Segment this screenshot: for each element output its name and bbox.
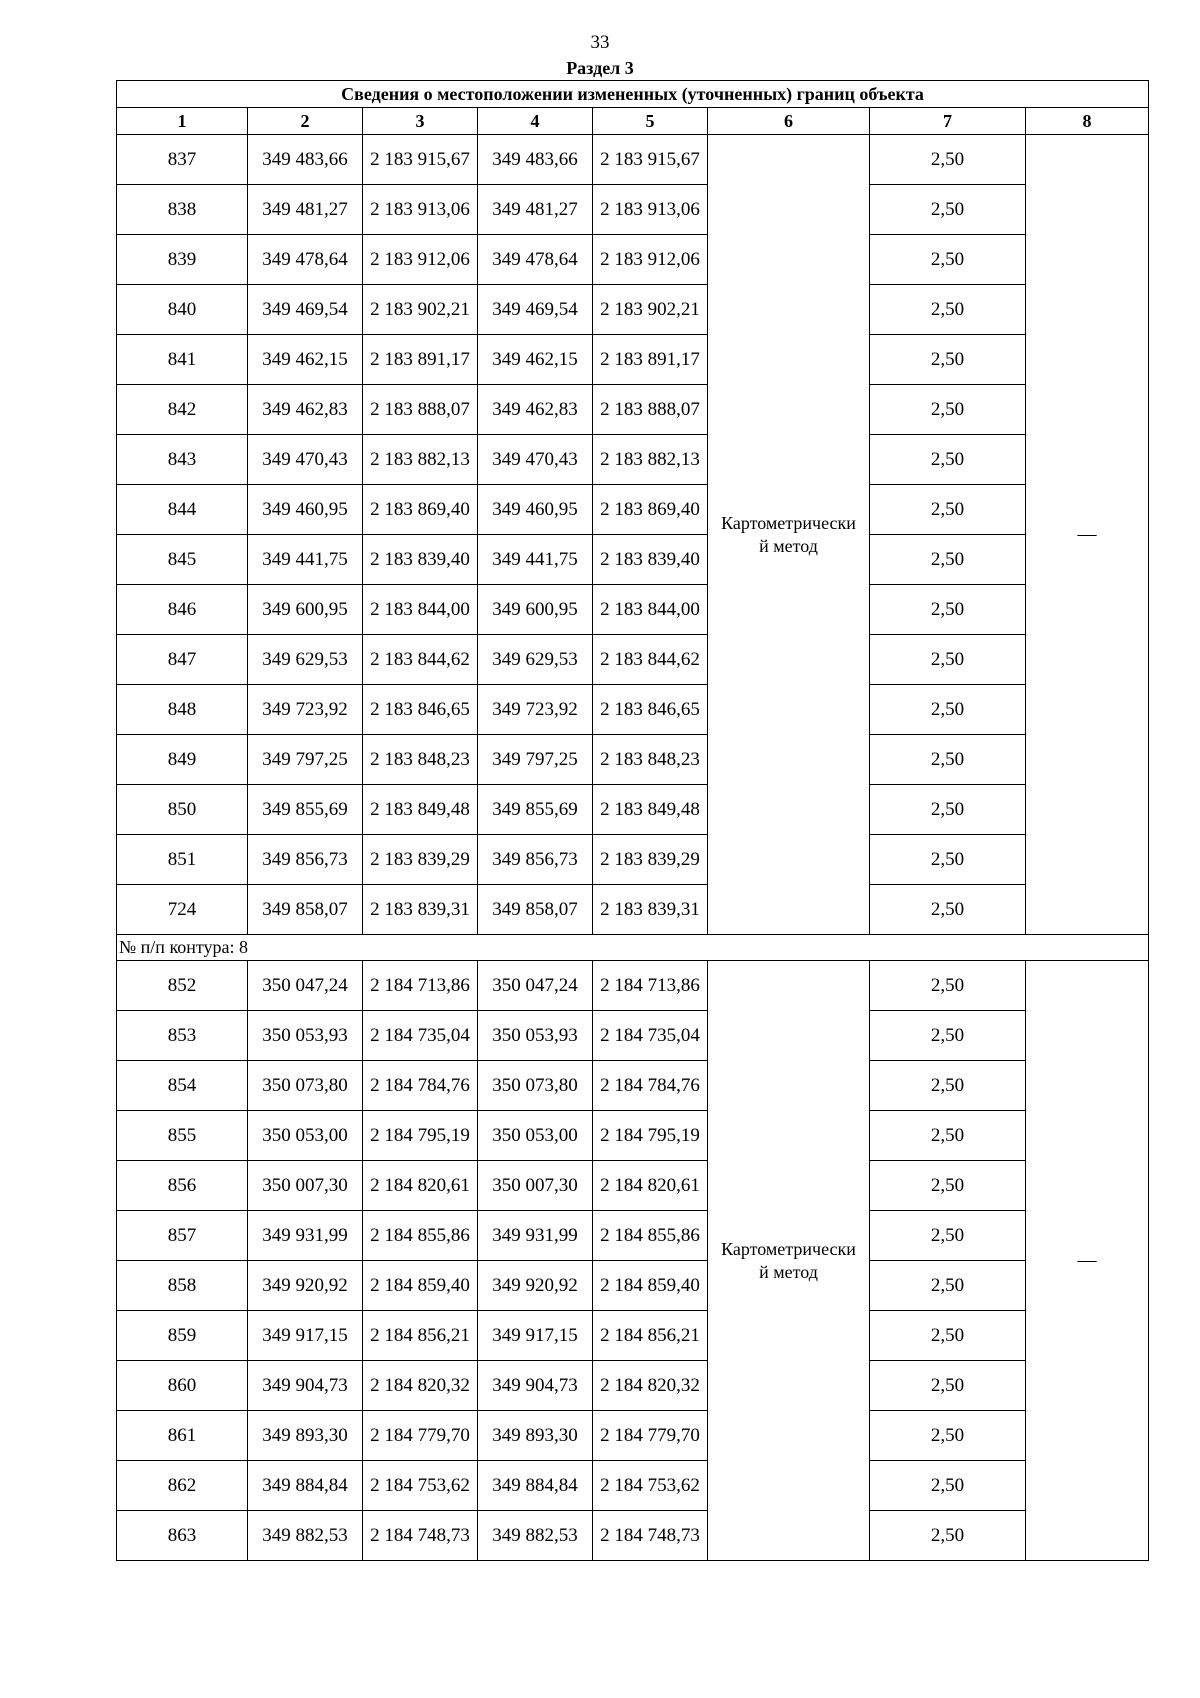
coordinate-y-cell: 2 183 891,17 bbox=[593, 335, 708, 385]
column-header: 2 bbox=[248, 108, 363, 135]
table-row bbox=[117, 235, 1149, 285]
point-number-cell: 837 bbox=[117, 135, 248, 185]
coordinate-y-cell: 2 184 855,86 bbox=[363, 1211, 478, 1261]
point-number-cell: 855 bbox=[117, 1111, 248, 1161]
point-number-cell: 846 bbox=[117, 585, 248, 635]
coordinate-y-cell: 2 184 820,61 bbox=[363, 1161, 478, 1211]
coordinate-y-cell: 2 184 753,62 bbox=[363, 1461, 478, 1511]
coordinate-x-cell: 349 460,95 bbox=[478, 485, 593, 535]
point-number-cell: 845 bbox=[117, 535, 248, 585]
coordinate-x-cell: 349 855,69 bbox=[248, 785, 363, 835]
column-header: 4 bbox=[478, 108, 593, 135]
accuracy-cell: 2,50 bbox=[870, 1261, 1026, 1311]
coordinate-y-cell: 2 184 784,76 bbox=[363, 1061, 478, 1111]
coordinate-y-cell: 2 183 849,48 bbox=[363, 785, 478, 835]
contour-label: № п/п контура: 8 bbox=[117, 935, 1149, 961]
coordinate-x-cell: 349 917,15 bbox=[248, 1311, 363, 1361]
coordinate-y-cell: 2 183 846,65 bbox=[593, 685, 708, 735]
coordinate-y-cell: 2 184 713,86 bbox=[593, 961, 708, 1011]
coordinate-y-cell: 2 183 915,67 bbox=[363, 135, 478, 185]
point-number-cell: 840 bbox=[117, 285, 248, 335]
coordinate-y-cell: 2 183 902,21 bbox=[593, 285, 708, 335]
coordinate-x-cell: 350 007,30 bbox=[478, 1161, 593, 1211]
coordinate-x-cell: 349 893,30 bbox=[478, 1411, 593, 1461]
col8-dash-cell: — bbox=[1026, 135, 1149, 935]
coordinate-x-cell: 349 882,53 bbox=[478, 1511, 593, 1561]
table-row bbox=[117, 485, 1149, 535]
point-number-cell: 859 bbox=[117, 1311, 248, 1361]
accuracy-cell: 2,50 bbox=[870, 735, 1026, 785]
coordinate-y-cell: 2 183 839,40 bbox=[593, 535, 708, 585]
table-row bbox=[117, 1011, 1149, 1061]
coordinate-y-cell: 2 183 839,31 bbox=[363, 885, 478, 935]
coordinate-x-cell: 349 483,66 bbox=[248, 135, 363, 185]
coordinate-y-cell: 2 183 848,23 bbox=[593, 735, 708, 785]
table-row bbox=[117, 185, 1149, 235]
coordinate-y-cell: 2 183 888,07 bbox=[593, 385, 708, 435]
table-row bbox=[117, 735, 1149, 785]
point-number-cell: 854 bbox=[117, 1061, 248, 1111]
coordinate-x-cell: 349 629,53 bbox=[478, 635, 593, 685]
coordinate-y-cell: 2 183 844,00 bbox=[363, 585, 478, 635]
accuracy-cell: 2,50 bbox=[870, 1161, 1026, 1211]
table-row bbox=[117, 961, 1149, 1011]
accuracy-cell: 2,50 bbox=[870, 835, 1026, 885]
table-row bbox=[117, 385, 1149, 435]
coordinate-y-cell: 2 184 748,73 bbox=[593, 1511, 708, 1561]
coordinate-x-cell: 349 797,25 bbox=[248, 735, 363, 785]
table-row bbox=[117, 435, 1149, 485]
coordinate-y-cell: 2 184 753,62 bbox=[593, 1461, 708, 1511]
accuracy-cell: 2,50 bbox=[870, 1361, 1026, 1411]
column-header: 8 bbox=[1026, 108, 1149, 135]
coordinate-x-cell: 349 904,73 bbox=[248, 1361, 363, 1411]
coordinate-y-cell: 2 184 855,86 bbox=[593, 1211, 708, 1261]
point-number-cell: 853 bbox=[117, 1011, 248, 1061]
table-row bbox=[117, 1211, 1149, 1261]
coordinate-x-cell: 350 053,00 bbox=[478, 1111, 593, 1161]
accuracy-cell: 2,50 bbox=[870, 535, 1026, 585]
accuracy-cell: 2,50 bbox=[870, 1111, 1026, 1161]
accuracy-cell: 2,50 bbox=[870, 385, 1026, 435]
point-number-cell: 861 bbox=[117, 1411, 248, 1461]
coordinate-y-cell: 2 183 882,13 bbox=[593, 435, 708, 485]
point-number-cell: 839 bbox=[117, 235, 248, 285]
method-cell bbox=[708, 961, 870, 1561]
coordinate-x-cell: 349 629,53 bbox=[248, 635, 363, 685]
table-row bbox=[117, 135, 1149, 185]
coordinate-y-cell: 2 183 846,65 bbox=[363, 685, 478, 735]
coordinate-y-cell: 2 184 713,86 bbox=[363, 961, 478, 1011]
accuracy-cell: 2,50 bbox=[870, 335, 1026, 385]
point-number-cell: 862 bbox=[117, 1461, 248, 1511]
point-number-cell: 852 bbox=[117, 961, 248, 1011]
table-row bbox=[117, 535, 1149, 585]
coordinate-x-cell: 350 053,00 bbox=[248, 1111, 363, 1161]
coordinate-y-cell: 2 183 913,06 bbox=[593, 185, 708, 235]
coordinate-y-cell: 2 183 839,31 bbox=[593, 885, 708, 935]
coordinate-x-cell: 349 462,15 bbox=[478, 335, 593, 385]
coordinate-y-cell: 2 184 856,21 bbox=[593, 1311, 708, 1361]
accuracy-cell: 2,50 bbox=[870, 635, 1026, 685]
coordinate-x-cell: 349 478,64 bbox=[248, 235, 363, 285]
accuracy-cell: 2,50 bbox=[870, 135, 1026, 185]
table-row bbox=[117, 885, 1149, 935]
coordinate-y-cell: 2 184 795,19 bbox=[363, 1111, 478, 1161]
table-row bbox=[117, 335, 1149, 385]
coordinate-x-cell: 350 073,80 bbox=[478, 1061, 593, 1111]
col8-dash-cell: — bbox=[1026, 961, 1149, 1561]
table-row bbox=[117, 1361, 1149, 1411]
coordinate-y-cell: 2 184 859,40 bbox=[593, 1261, 708, 1311]
coordinate-y-cell: 2 184 859,40 bbox=[363, 1261, 478, 1311]
coordinate-y-cell: 2 183 891,17 bbox=[363, 335, 478, 385]
accuracy-cell: 2,50 bbox=[870, 685, 1026, 735]
coordinate-x-cell: 350 007,30 bbox=[248, 1161, 363, 1211]
column-header: 1 bbox=[117, 108, 248, 135]
coordinate-y-cell: 2 183 888,07 bbox=[363, 385, 478, 435]
table-row bbox=[117, 1511, 1149, 1561]
accuracy-cell: 2,50 bbox=[870, 1411, 1026, 1461]
coordinate-x-cell: 350 053,93 bbox=[478, 1011, 593, 1061]
coordinate-x-cell: 349 893,30 bbox=[248, 1411, 363, 1461]
coordinate-x-cell: 349 481,27 bbox=[248, 185, 363, 235]
coordinate-x-cell: 349 917,15 bbox=[478, 1311, 593, 1361]
coordinate-x-cell: 349 904,73 bbox=[478, 1361, 593, 1411]
coordinate-x-cell: 349 920,92 bbox=[478, 1261, 593, 1311]
coordinate-x-cell: 349 462,83 bbox=[478, 385, 593, 435]
coordinate-y-cell: 2 183 912,06 bbox=[363, 235, 478, 285]
point-number-cell: 847 bbox=[117, 635, 248, 685]
coordinate-y-cell: 2 183 912,06 bbox=[593, 235, 708, 285]
point-number-cell: 724 bbox=[117, 885, 248, 935]
accuracy-cell: 2,50 bbox=[870, 185, 1026, 235]
point-number-cell: 841 bbox=[117, 335, 248, 385]
table-row bbox=[117, 1111, 1149, 1161]
method-text-line: й метод bbox=[759, 535, 818, 556]
coordinate-x-cell: 349 481,27 bbox=[478, 185, 593, 235]
coordinate-x-cell: 349 478,64 bbox=[478, 235, 593, 285]
method-text-line: Картометрически bbox=[721, 512, 856, 533]
point-number-cell: 842 bbox=[117, 385, 248, 435]
coordinate-x-cell: 349 931,99 bbox=[248, 1211, 363, 1261]
table-row bbox=[117, 1311, 1149, 1361]
coordinate-x-cell: 349 460,95 bbox=[248, 485, 363, 535]
coordinate-y-cell: 2 184 779,70 bbox=[363, 1411, 478, 1461]
coordinate-x-cell: 349 441,75 bbox=[248, 535, 363, 585]
coordinate-x-cell: 350 047,24 bbox=[248, 961, 363, 1011]
column-header: 7 bbox=[870, 108, 1026, 135]
coordinate-y-cell: 2 184 795,19 bbox=[593, 1111, 708, 1161]
point-number-cell: 858 bbox=[117, 1261, 248, 1311]
accuracy-cell: 2,50 bbox=[870, 585, 1026, 635]
coordinate-x-cell: 349 884,84 bbox=[478, 1461, 593, 1511]
table-row bbox=[117, 1061, 1149, 1111]
coordinate-y-cell: 2 183 844,62 bbox=[593, 635, 708, 685]
column-header: 5 bbox=[593, 108, 708, 135]
coordinate-x-cell: 349 931,99 bbox=[478, 1211, 593, 1261]
table-row bbox=[117, 585, 1149, 635]
table-row bbox=[117, 1461, 1149, 1511]
coordinate-y-cell: 2 183 844,62 bbox=[363, 635, 478, 685]
accuracy-cell: 2,50 bbox=[870, 1211, 1026, 1261]
coordinate-x-cell: 349 462,15 bbox=[248, 335, 363, 385]
coordinate-x-cell: 349 441,75 bbox=[478, 535, 593, 585]
coordinate-x-cell: 349 858,07 bbox=[248, 885, 363, 935]
coordinate-y-cell: 2 184 735,04 bbox=[363, 1011, 478, 1061]
coordinate-y-cell: 2 183 849,48 bbox=[593, 785, 708, 835]
point-number-cell: 849 bbox=[117, 735, 248, 785]
column-header: 6 bbox=[708, 108, 870, 135]
method-text-line: й метод bbox=[759, 1261, 818, 1282]
coordinate-y-cell: 2 184 820,32 bbox=[363, 1361, 478, 1411]
accuracy-cell: 2,50 bbox=[870, 885, 1026, 935]
table-caption: Сведения о местоположении измененных (уточненных) границ объекта bbox=[117, 81, 1149, 108]
coordinate-y-cell: 2 184 820,32 bbox=[593, 1361, 708, 1411]
point-number-cell: 848 bbox=[117, 685, 248, 735]
point-number-cell: 851 bbox=[117, 835, 248, 885]
point-number-cell: 856 bbox=[117, 1161, 248, 1211]
point-number-cell: 844 bbox=[117, 485, 248, 535]
accuracy-cell: 2,50 bbox=[870, 285, 1026, 335]
point-number-cell: 850 bbox=[117, 785, 248, 835]
accuracy-cell: 2,50 bbox=[870, 485, 1026, 535]
coordinate-x-cell: 349 483,66 bbox=[478, 135, 593, 185]
coordinate-y-cell: 2 183 848,23 bbox=[363, 735, 478, 785]
coordinate-y-cell: 2 183 902,21 bbox=[363, 285, 478, 335]
accuracy-cell: 2,50 bbox=[870, 435, 1026, 485]
coordinate-y-cell: 2 184 856,21 bbox=[363, 1311, 478, 1361]
coordinate-x-cell: 350 047,24 bbox=[478, 961, 593, 1011]
coordinate-x-cell: 349 884,84 bbox=[248, 1461, 363, 1511]
table-row bbox=[117, 835, 1149, 885]
coordinate-x-cell: 349 856,73 bbox=[248, 835, 363, 885]
coordinate-y-cell: 2 183 839,29 bbox=[363, 835, 478, 885]
coordinate-x-cell: 349 469,54 bbox=[478, 285, 593, 335]
method-cell bbox=[708, 135, 870, 935]
coordinate-y-cell: 2 184 779,70 bbox=[593, 1411, 708, 1461]
coordinate-x-cell: 349 858,07 bbox=[478, 885, 593, 935]
table-row bbox=[117, 1411, 1149, 1461]
coordinate-x-cell: 349 723,92 bbox=[478, 685, 593, 735]
table-row bbox=[117, 785, 1149, 835]
coordinate-x-cell: 350 073,80 bbox=[248, 1061, 363, 1111]
section-title: Раздел 3 bbox=[566, 58, 634, 78]
accuracy-cell: 2,50 bbox=[870, 1311, 1026, 1361]
coordinate-y-cell: 2 184 820,61 bbox=[593, 1161, 708, 1211]
point-number-cell: 857 bbox=[117, 1211, 248, 1261]
coordinate-x-cell: 349 470,43 bbox=[478, 435, 593, 485]
coordinate-x-cell: 349 882,53 bbox=[248, 1511, 363, 1561]
coordinate-y-cell: 2 183 882,13 bbox=[363, 435, 478, 485]
coordinate-x-cell: 349 462,83 bbox=[248, 385, 363, 435]
coordinate-y-cell: 2 183 839,40 bbox=[363, 535, 478, 585]
accuracy-cell: 2,50 bbox=[870, 1061, 1026, 1111]
accuracy-cell: 2,50 bbox=[870, 1511, 1026, 1561]
method-text-line: Картометрически bbox=[721, 1238, 856, 1259]
table-row bbox=[117, 635, 1149, 685]
coordinate-x-cell: 349 723,92 bbox=[248, 685, 363, 735]
accuracy-cell: 2,50 bbox=[870, 235, 1026, 285]
accuracy-cell: 2,50 bbox=[870, 785, 1026, 835]
point-number-cell: 863 bbox=[117, 1511, 248, 1561]
coordinate-x-cell: 349 797,25 bbox=[478, 735, 593, 785]
coordinate-y-cell: 2 183 839,29 bbox=[593, 835, 708, 885]
coordinate-x-cell: 349 600,95 bbox=[248, 585, 363, 635]
coordinate-y-cell: 2 183 844,00 bbox=[593, 585, 708, 635]
point-number-cell: 843 bbox=[117, 435, 248, 485]
coordinate-y-cell: 2 183 869,40 bbox=[363, 485, 478, 535]
coordinate-y-cell: 2 184 784,76 bbox=[593, 1061, 708, 1111]
coordinate-x-cell: 349 920,92 bbox=[248, 1261, 363, 1311]
point-number-cell: 838 bbox=[117, 185, 248, 235]
point-number-cell: 860 bbox=[117, 1361, 248, 1411]
accuracy-cell: 2,50 bbox=[870, 961, 1026, 1011]
coordinate-x-cell: 349 469,54 bbox=[248, 285, 363, 335]
table-row bbox=[117, 685, 1149, 735]
page-number: 33 bbox=[590, 32, 610, 53]
coordinate-x-cell: 350 053,93 bbox=[248, 1011, 363, 1061]
coordinate-y-cell: 2 184 748,73 bbox=[363, 1511, 478, 1561]
coordinate-x-cell: 349 856,73 bbox=[478, 835, 593, 885]
table-row bbox=[117, 1161, 1149, 1211]
coordinate-y-cell: 2 183 915,67 bbox=[593, 135, 708, 185]
column-header: 3 bbox=[363, 108, 478, 135]
accuracy-cell: 2,50 bbox=[870, 1011, 1026, 1061]
coordinate-x-cell: 349 470,43 bbox=[248, 435, 363, 485]
table-row bbox=[117, 1261, 1149, 1311]
boundary-table bbox=[116, 80, 1149, 1561]
coordinate-x-cell: 349 600,95 bbox=[478, 585, 593, 635]
table-row bbox=[117, 285, 1149, 335]
coordinate-y-cell: 2 184 735,04 bbox=[593, 1011, 708, 1061]
coordinate-y-cell: 2 183 869,40 bbox=[593, 485, 708, 535]
coordinate-x-cell: 349 855,69 bbox=[478, 785, 593, 835]
accuracy-cell: 2,50 bbox=[870, 1461, 1026, 1511]
contour-label-row bbox=[117, 935, 1149, 961]
coordinate-y-cell: 2 183 913,06 bbox=[363, 185, 478, 235]
